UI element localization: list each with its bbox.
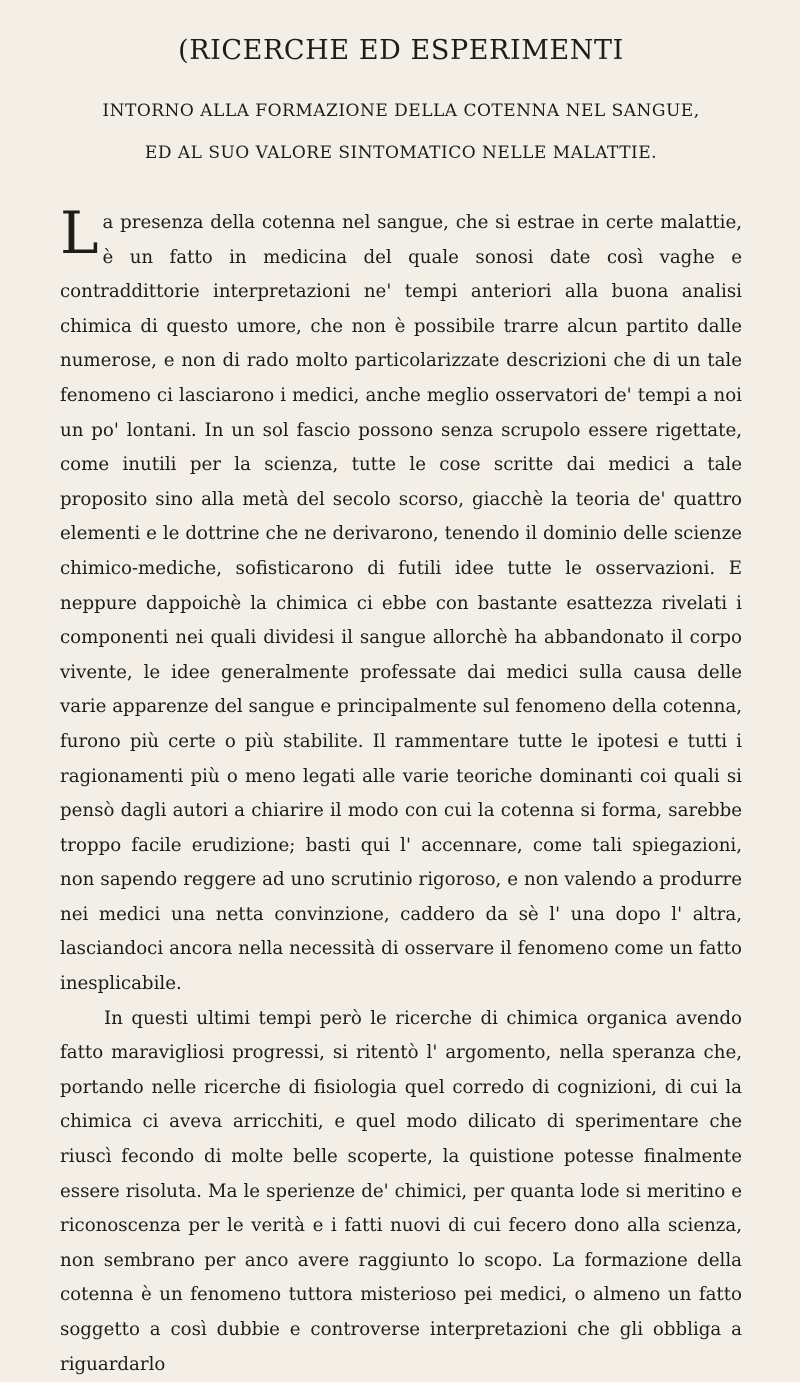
document-subtitle-line-1: INTORNO ALLA FORMAZIONE DELLA COTENNA NEL SANGUE, bbox=[102, 101, 700, 121]
paragraph-1 bbox=[60, 199, 742, 1002]
drop-cap: L bbox=[60, 199, 99, 267]
paragraph-2: In questi ultimi tempi però le ricerche di chimica organica avendo fatto maravigliosi progressi, si ritentò l' argomento, nella speranza che, portando nelle ricerche di fisiologia quel corredo di cognizioni, di cui la chimica ci aveva arricchiti, e quel modo dilicato di sperimentare che riuscì fecondo di molte belle scoperte, la quistione potesse finalmente essere risoluta. Ma le sperienze de' chimici, per quanta lode si meritino e riconoscenza per le verità e i fatti nuovi di cui fecero dono alla scienza, non sembrano per anco avere raggiunto lo scopo. La formazione della cotenna è un fenomeno tuttora misterioso pei medici, o almeno un fatto soggetto a così dubbie e controverse interpretazioni che gli obbliga a riguardarlo bbox=[60, 1007, 742, 1375]
document-body bbox=[60, 199, 742, 1382]
document-title: (RICERCHE ED ESPERIMENTI bbox=[178, 35, 624, 66]
document-subtitle-line-2: ED AL SUO VALORE SINTOMATICO NELLE MALATTIE. bbox=[144, 143, 658, 163]
paragraph-1-text: a presenza della cotenna nel sangue, che si estrae in certe malattie, è un fatto in medicina del quale sonosi date così vaghe e contraddittorie interpretazioni ne' tempi anteriori alla buona analisi chimica di questo umore, che non è possibile trarre alcun partito dalle numerose, e non di rado molto particolarizzate descrizioni che di un tale fenomeno ci lasciarono i medici, anche meglio osservatori de' tempi a noi un po' lontani. In un sol fascio possono senza scrupolo essere rigettate, come inutili per la scienza, tutte le cose scritte dai medici a tale proposito sino alla metà del secolo scorso, giacchè la teoria de' quattro elementi e le dottrine che ne derivarono, tenendo il dominio delle scienze chimico-mediche, sofisticarono di futili idee tutte le osservazioni. E neppure dappoichè la chimica ci ebbe con bastante esattezza rivelati i componenti nei quali dividesi il sangue allorchè ha abbandonato il corpo vivente, le idee generalmente professate dai medici sulla causa delle varie apparenze del sangue e principalmente sul fenomeno della cotenna, furono più certe o più stabilite. Il rammentare tutte le ipotesi e tutti i ragionamenti più o meno legati alle varie teoriche dominanti coi quali si pensò dagli autori a chiarire il modo con cui la cotenna si forma, sarebbe troppo facile erudizione; basti qui l' accennare, come tali spiegazioni, non sapendo reggere ad uno scrutinio rigoroso, e non valendo a produrre nei medici una netta convinzione, caddero da sè l' una dopo l' altra, lasciandoci ancora nella necessità di osservare il fenomeno come un fatto inesplicabile. bbox=[60, 212, 742, 995]
